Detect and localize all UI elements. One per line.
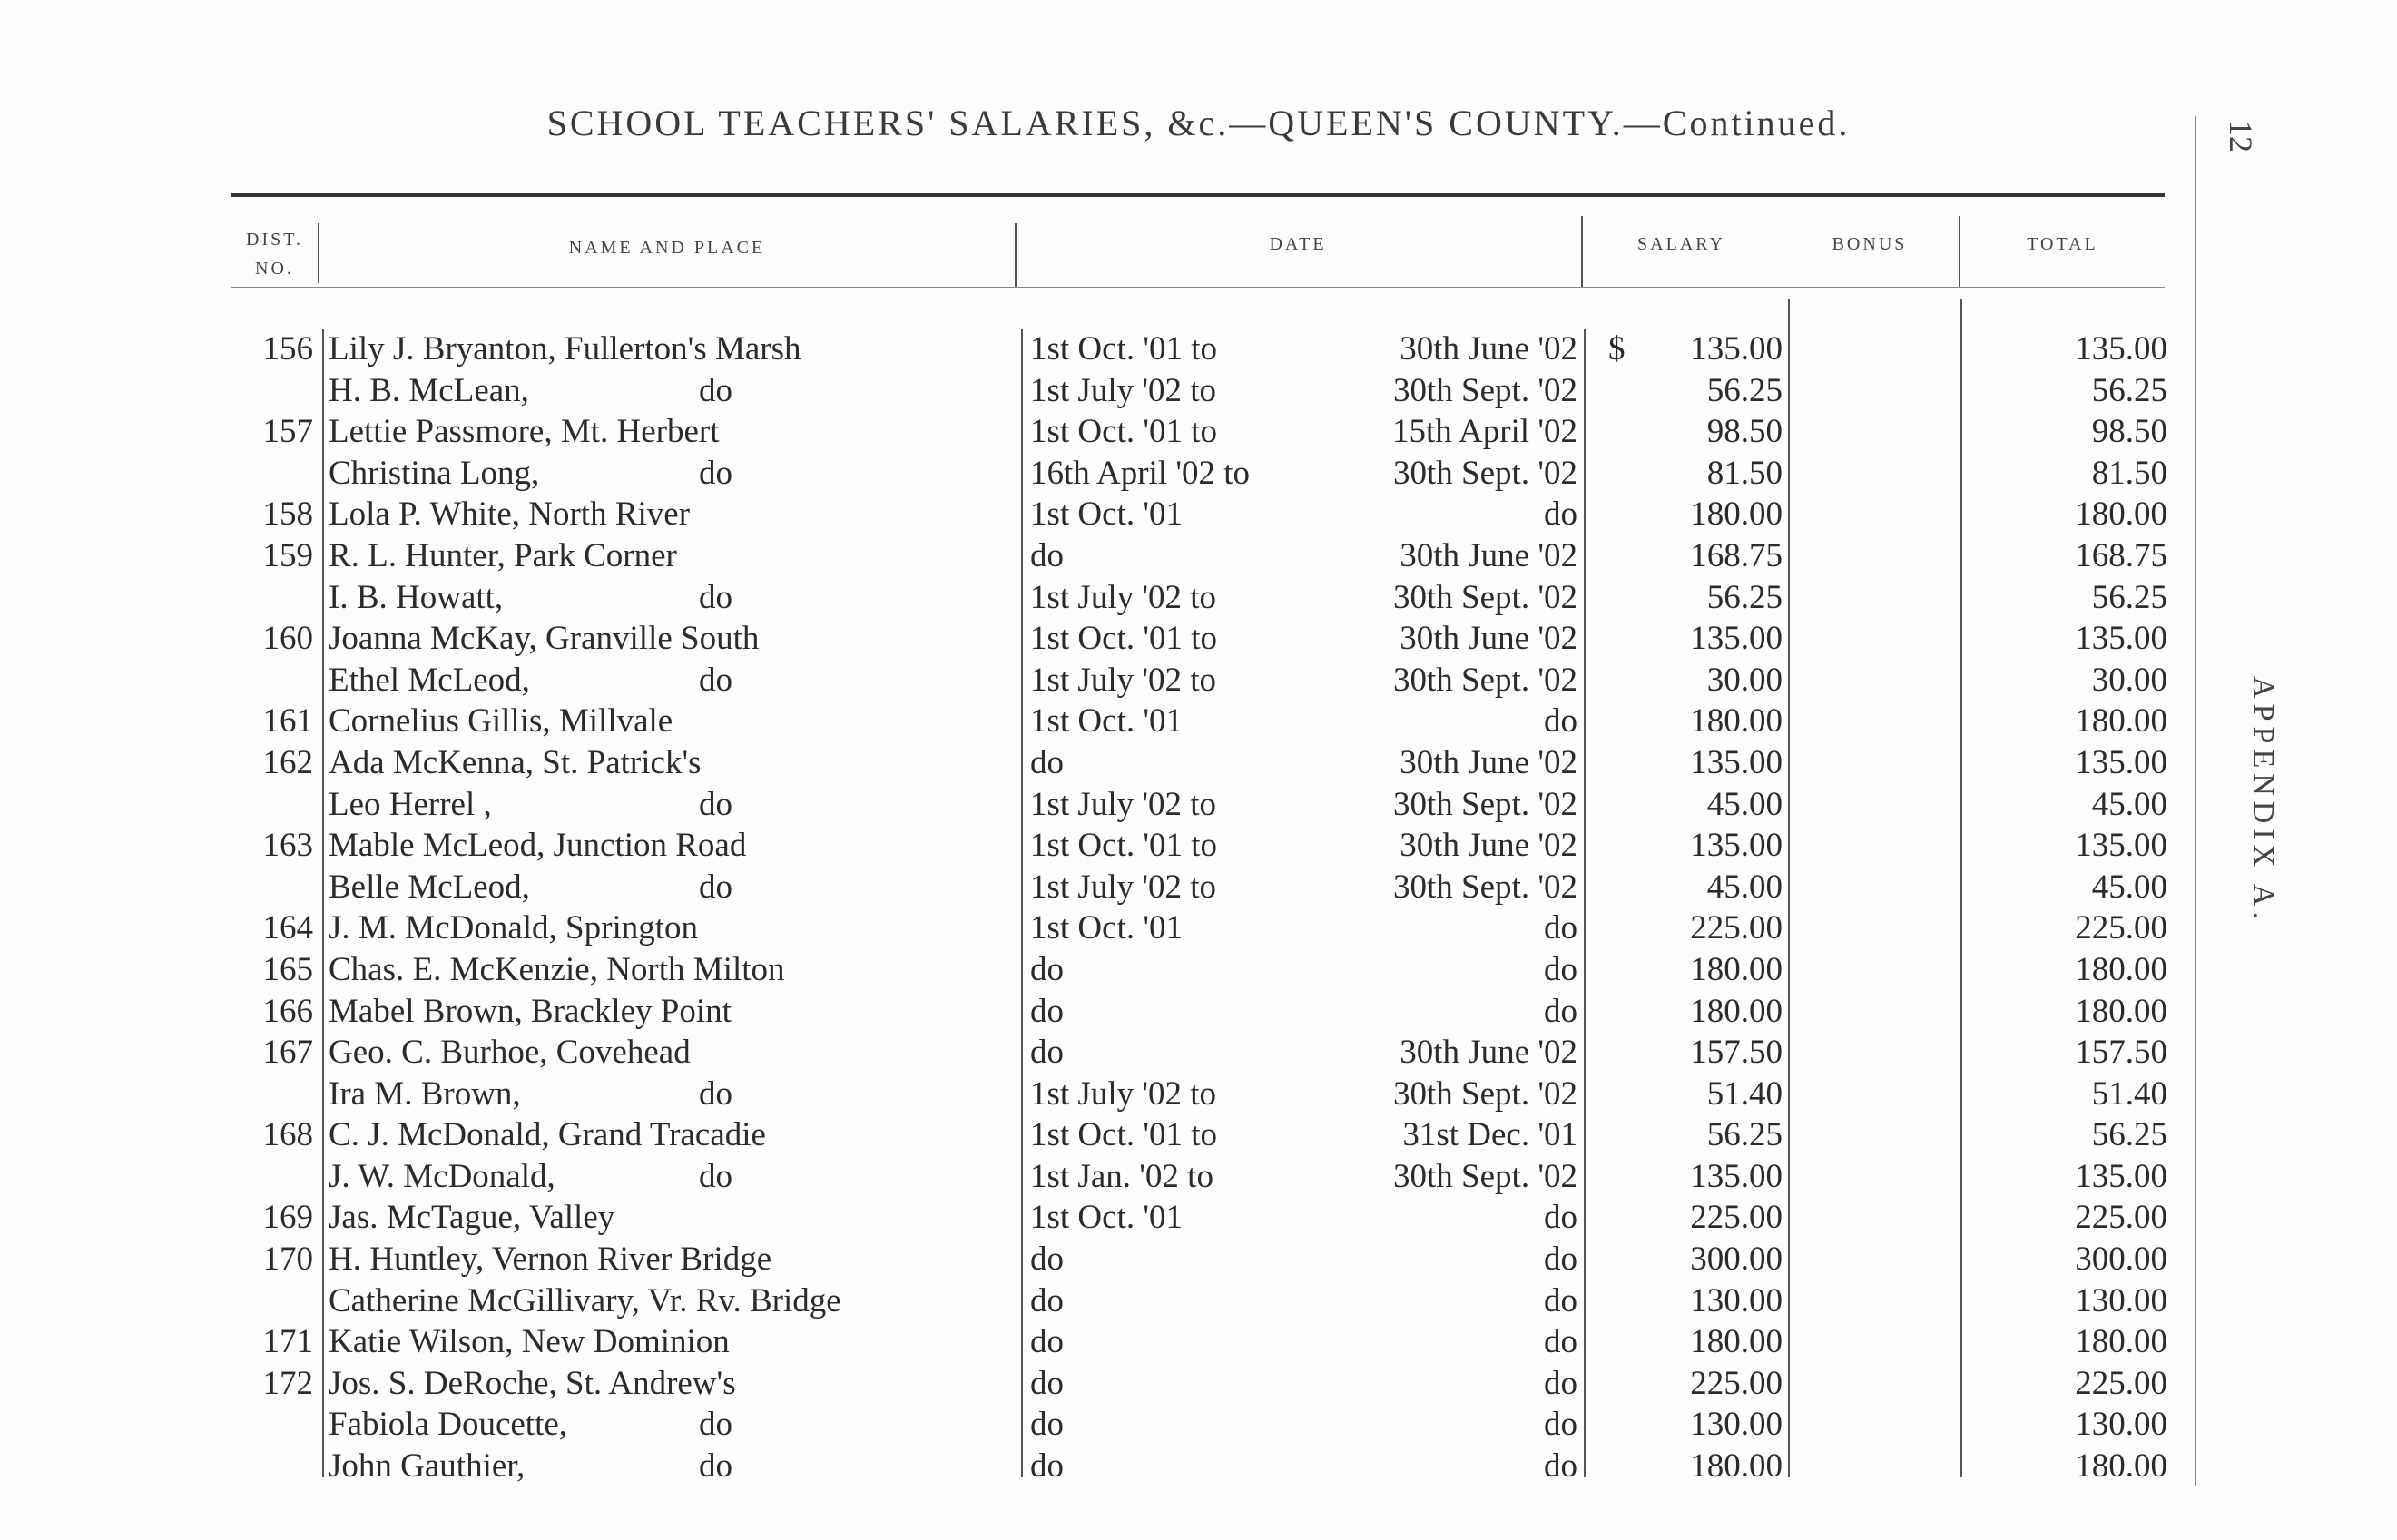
date-from-cell: do xyxy=(1030,992,1064,1030)
table-row xyxy=(0,618,2397,660)
table-row xyxy=(0,1197,2397,1239)
date-from-cell: do xyxy=(1030,1364,1064,1402)
date-from-cell: 1st Oct. '01 xyxy=(1030,1199,1184,1237)
dist-no-cell: 169 xyxy=(262,1199,313,1237)
date-to-cell: do xyxy=(1544,495,1577,534)
salary-cell: 225.00 xyxy=(1690,1199,1783,1237)
total-cell: 130.00 xyxy=(2075,1406,2167,1444)
page-number: 12 xyxy=(2223,120,2259,152)
total-cell: 135.00 xyxy=(2075,620,2167,658)
table-row xyxy=(0,1156,2397,1198)
salary-cell: 180.00 xyxy=(1690,1323,1783,1361)
total-cell: 225.00 xyxy=(2075,1199,2167,1237)
header-divider-dist xyxy=(318,223,319,283)
date-to-cell: do xyxy=(1544,1447,1577,1486)
table-row xyxy=(0,535,2397,577)
dist-no-cell: 170 xyxy=(262,1241,313,1279)
date-to-cell: 30th Sept. '02 xyxy=(1393,578,1577,616)
teacher-name-cell: Belle McLeod, xyxy=(329,868,530,906)
date-to-cell: 30th June '02 xyxy=(1400,620,1577,658)
total-cell: 135.00 xyxy=(2075,330,2167,368)
salary-cell: 135.00 xyxy=(1690,827,1783,865)
total-cell: 180.00 xyxy=(2075,1447,2167,1486)
salary-cell: 225.00 xyxy=(1690,909,1783,947)
teacher-name-cell: Leo Herrel , xyxy=(329,785,492,823)
teacher-name-cell: R. L. Hunter, Park Corner xyxy=(329,536,677,574)
teacher-name-cell: Joanna McKay, Granville South xyxy=(329,620,760,658)
salary-cell: 300.00 xyxy=(1690,1241,1783,1279)
date-from-cell: 1st Oct. '01 xyxy=(1030,495,1184,534)
total-cell: 56.25 xyxy=(2091,371,2167,409)
total-cell: 225.00 xyxy=(2075,1364,2167,1402)
date-to-cell: do xyxy=(1544,1199,1577,1237)
date-to-cell: do xyxy=(1544,1241,1577,1279)
table-row xyxy=(0,453,2397,495)
table-row xyxy=(0,1280,2397,1322)
salary-cell: 56.25 xyxy=(1706,371,1783,409)
teacher-name-cell: Lola P. White, North River xyxy=(329,495,691,534)
teacher-name-cell: Jos. S. DeRoche, St. Andrew's xyxy=(329,1364,736,1402)
date-to-cell: 31st Dec. '01 xyxy=(1402,1116,1577,1154)
table-row xyxy=(0,1321,2397,1363)
total-cell: 180.00 xyxy=(2075,992,2167,1030)
header-no-label: NO. xyxy=(255,259,294,279)
header-divider-bonus xyxy=(1959,216,1960,287)
salary-cell: 180.00 xyxy=(1690,702,1783,741)
date-from-cell: do xyxy=(1030,950,1064,988)
teacher-name-cell: Ira M. Brown, xyxy=(329,1074,521,1113)
salary-cell: 180.00 xyxy=(1690,495,1783,534)
dist-no-cell: 172 xyxy=(262,1364,313,1402)
place-ditto-cell: do xyxy=(699,454,732,492)
place-ditto-cell: do xyxy=(699,661,732,699)
date-from-cell: do xyxy=(1030,1406,1064,1444)
dist-no-cell: 158 xyxy=(262,495,313,534)
total-cell: 51.40 xyxy=(2091,1074,2167,1113)
table-row xyxy=(0,411,2397,453)
dist-no-cell: 165 xyxy=(262,950,313,988)
table-row xyxy=(0,784,2397,826)
header-divider-date xyxy=(1581,216,1583,287)
date-from-cell: 1st Oct. '01 xyxy=(1030,909,1184,947)
total-cell: 180.00 xyxy=(2075,950,2167,988)
header-bonus: BONUS xyxy=(1832,234,1908,254)
total-cell: 45.00 xyxy=(2091,868,2167,906)
date-to-cell: 30th Sept. '02 xyxy=(1393,785,1577,823)
date-from-cell: 1st July '02 to xyxy=(1030,661,1217,699)
teacher-name-cell: Ethel McLeod, xyxy=(329,661,530,699)
total-cell: 135.00 xyxy=(2075,1157,2167,1195)
teacher-name-cell: Lettie Passmore, Mt. Herbert xyxy=(329,413,720,451)
table-row xyxy=(0,660,2397,701)
teacher-name-cell: J. M. McDonald, Springton xyxy=(329,909,698,947)
date-to-cell: 30th June '02 xyxy=(1400,330,1577,368)
salary-cell: 157.50 xyxy=(1690,1034,1783,1072)
date-to-cell: 30th June '02 xyxy=(1400,743,1577,781)
salary-cell: 180.00 xyxy=(1690,992,1783,1030)
total-cell: 81.50 xyxy=(2091,454,2167,492)
salary-cell: 135.00 xyxy=(1690,330,1783,368)
header-date: DATE xyxy=(1269,234,1327,254)
header-bottom-rule xyxy=(231,287,2165,288)
date-to-cell: 30th June '02 xyxy=(1400,827,1577,865)
teacher-name-cell: Fabiola Doucette, xyxy=(329,1406,568,1444)
teacher-name-cell: J. W. McDonald, xyxy=(329,1157,555,1195)
table-row xyxy=(0,825,2397,867)
place-ditto-cell: do xyxy=(699,1406,732,1444)
total-cell: 135.00 xyxy=(2075,827,2167,865)
date-to-cell: 30th Sept. '02 xyxy=(1393,1157,1577,1195)
place-ditto-cell: do xyxy=(699,1157,732,1195)
date-to-cell: 30th June '02 xyxy=(1400,536,1577,574)
dist-no-cell: 161 xyxy=(262,702,313,741)
appendix-label: APPENDIX A. xyxy=(2246,676,2280,925)
dist-no-cell: 162 xyxy=(262,743,313,781)
table-row xyxy=(0,907,2397,949)
dist-no-cell: 160 xyxy=(262,620,313,658)
date-from-cell: 1st Oct. '01 to xyxy=(1030,330,1218,368)
table-row xyxy=(0,329,2397,370)
date-from-cell: do xyxy=(1030,1034,1064,1072)
salary-cell: 56.25 xyxy=(1706,578,1783,616)
place-ditto-cell: do xyxy=(699,785,732,823)
table-row xyxy=(0,867,2397,908)
salary-cell: 225.00 xyxy=(1690,1364,1783,1402)
header-total: TOTAL xyxy=(2027,234,2098,254)
total-cell: 225.00 xyxy=(2075,909,2167,947)
date-from-cell: do xyxy=(1030,1281,1064,1319)
date-to-cell: 30th Sept. '02 xyxy=(1393,454,1577,492)
table-row xyxy=(0,1114,2397,1156)
table-top-rule xyxy=(231,193,2165,197)
salary-cell: 98.50 xyxy=(1706,413,1783,451)
teacher-name-cell: H. B. McLean, xyxy=(329,371,529,409)
salary-cell: 135.00 xyxy=(1690,743,1783,781)
header-salary: SALARY xyxy=(1637,234,1725,254)
date-from-cell: 1st Jan. '02 to xyxy=(1030,1157,1213,1195)
dist-no-cell: 163 xyxy=(262,827,313,865)
date-from-cell: do xyxy=(1030,1241,1064,1279)
total-cell: 180.00 xyxy=(2075,495,2167,534)
teacher-name-cell: Lily J. Bryanton, Fullerton's Marsh xyxy=(329,330,801,368)
teacher-name-cell: Ada McKenna, St. Patrick's xyxy=(329,743,702,781)
salary-table-body xyxy=(0,329,2397,1487)
salary-cell: 180.00 xyxy=(1690,950,1783,988)
teacher-name-cell: Cornelius Gillis, Millvale xyxy=(329,702,673,741)
place-ditto-cell: do xyxy=(699,578,732,616)
date-from-cell: 1st Oct. '01 to xyxy=(1030,1116,1218,1154)
dist-no-cell: 157 xyxy=(262,413,313,451)
teacher-name-cell: John Gauthier, xyxy=(329,1447,526,1486)
total-cell: 56.25 xyxy=(2091,578,2167,616)
date-from-cell: do xyxy=(1030,536,1064,574)
table-row xyxy=(0,1363,2397,1405)
date-from-cell: 1st Oct. '01 to xyxy=(1030,413,1218,451)
table-row xyxy=(0,742,2397,784)
salary-cell: 51.40 xyxy=(1706,1074,1783,1113)
date-from-cell: 1st Oct. '01 to xyxy=(1030,620,1218,658)
table-row xyxy=(0,370,2397,412)
date-from-cell: 16th April '02 to xyxy=(1030,454,1251,492)
date-from-cell: do xyxy=(1030,1447,1064,1486)
table-row xyxy=(0,701,2397,742)
salary-cell: 81.50 xyxy=(1706,454,1783,492)
salary-cell: 30.00 xyxy=(1706,661,1783,699)
date-to-cell: 30th June '02 xyxy=(1400,1034,1577,1072)
dist-no-cell: 156 xyxy=(262,330,313,368)
salary-cell: 45.00 xyxy=(1706,785,1783,823)
dist-no-cell: 171 xyxy=(262,1323,313,1361)
dist-no-cell: 159 xyxy=(262,536,313,574)
total-cell: 180.00 xyxy=(2075,1323,2167,1361)
total-cell: 168.75 xyxy=(2075,536,2167,574)
date-to-cell: do xyxy=(1544,1406,1577,1444)
place-ditto-cell: do xyxy=(699,868,732,906)
teacher-name-cell: Christina Long, xyxy=(329,454,540,492)
total-cell: 30.00 xyxy=(2091,661,2167,699)
teacher-name-cell: Jas. McTague, Valley xyxy=(329,1199,615,1237)
date-to-cell: 30th Sept. '02 xyxy=(1393,661,1577,699)
table-row xyxy=(0,1074,2397,1115)
teacher-name-cell: C. J. McDonald, Grand Tracadie xyxy=(329,1116,766,1154)
date-from-cell: do xyxy=(1030,1323,1064,1361)
date-from-cell: do xyxy=(1030,743,1064,781)
salary-cell: 56.25 xyxy=(1706,1116,1783,1154)
salary-cell: 135.00 xyxy=(1690,1157,1783,1195)
teacher-name-cell: Geo. C. Burhoe, Covehead xyxy=(329,1034,691,1072)
date-to-cell: do xyxy=(1544,1281,1577,1319)
teacher-name-cell: Catherine McGillivary, Vr. Rv. Bridge xyxy=(329,1281,841,1319)
salary-cell: 130.00 xyxy=(1690,1281,1783,1319)
teacher-name-cell: Mabel Brown, Brackley Point xyxy=(329,992,732,1030)
table-row xyxy=(0,949,2397,991)
date-from-cell: 1st July '02 to xyxy=(1030,785,1217,823)
header-dist-label: DIST. xyxy=(246,230,303,250)
date-from-cell: 1st July '02 to xyxy=(1030,868,1217,906)
teacher-name-cell: Mable McLeod, Junction Road xyxy=(329,827,747,865)
teacher-name-cell: H. Huntley, Vernon River Bridge xyxy=(329,1241,772,1279)
table-row xyxy=(0,1404,2397,1446)
date-to-cell: do xyxy=(1544,950,1577,988)
date-to-cell: 30th Sept. '02 xyxy=(1393,371,1577,409)
date-to-cell: do xyxy=(1544,992,1577,1030)
salary-cell: 168.75 xyxy=(1690,536,1783,574)
header-dist-no xyxy=(231,225,318,283)
total-cell: 98.50 xyxy=(2091,413,2167,451)
teacher-name-cell: Chas. E. McKenzie, North Milton xyxy=(329,950,785,988)
teacher-name-cell: Katie Wilson, New Dominion xyxy=(329,1323,730,1361)
total-cell: 130.00 xyxy=(2075,1281,2167,1319)
dist-no-cell: 166 xyxy=(262,992,313,1030)
date-to-cell: 30th Sept. '02 xyxy=(1393,868,1577,906)
date-from-cell: 1st July '02 to xyxy=(1030,1074,1217,1113)
date-from-cell: 1st July '02 to xyxy=(1030,371,1217,409)
salary-cell: 180.00 xyxy=(1690,1447,1783,1486)
total-cell: 180.00 xyxy=(2075,702,2167,741)
page-title: SCHOOL TEACHERS' SALARIES, &c.—QUEEN'S COUNTY.—Continued. xyxy=(546,103,1851,143)
date-from-cell: 1st Oct. '01 to xyxy=(1030,827,1218,865)
total-cell: 135.00 xyxy=(2075,743,2167,781)
table-row xyxy=(0,1446,2397,1487)
date-to-cell: 30th Sept. '02 xyxy=(1393,1074,1577,1113)
currency-symbol: $ xyxy=(1608,330,1626,368)
date-to-cell: do xyxy=(1544,1323,1577,1361)
dist-no-cell: 164 xyxy=(262,909,313,947)
salary-cell: 130.00 xyxy=(1690,1406,1783,1444)
salary-cell: 135.00 xyxy=(1690,620,1783,658)
date-to-cell: do xyxy=(1544,909,1577,947)
date-to-cell: do xyxy=(1544,702,1577,741)
table-row xyxy=(0,1032,2397,1074)
place-ditto-cell: do xyxy=(699,1074,732,1113)
date-from-cell: 1st July '02 to xyxy=(1030,578,1217,616)
place-ditto-cell: do xyxy=(699,371,732,409)
dist-no-cell: 167 xyxy=(262,1034,313,1072)
place-ditto-cell: do xyxy=(699,1447,732,1486)
header-divider-name xyxy=(1015,223,1017,287)
total-cell: 300.00 xyxy=(2075,1241,2167,1279)
date-to-cell: 15th April '02 xyxy=(1391,413,1577,451)
total-cell: 157.50 xyxy=(2075,1034,2167,1072)
total-cell: 45.00 xyxy=(2091,785,2167,823)
date-from-cell: 1st Oct. '01 xyxy=(1030,702,1184,741)
salary-cell: 45.00 xyxy=(1706,868,1783,906)
table-row xyxy=(0,577,2397,619)
total-cell: 56.25 xyxy=(2091,1116,2167,1154)
table-row xyxy=(0,1239,2397,1280)
date-to-cell: do xyxy=(1544,1364,1577,1402)
teacher-name-cell: I. B. Howatt, xyxy=(329,578,504,616)
dist-no-cell: 168 xyxy=(262,1116,313,1154)
header-name-place: NAME AND PLACE xyxy=(568,238,766,258)
table-row xyxy=(0,494,2397,535)
table-row xyxy=(0,991,2397,1033)
